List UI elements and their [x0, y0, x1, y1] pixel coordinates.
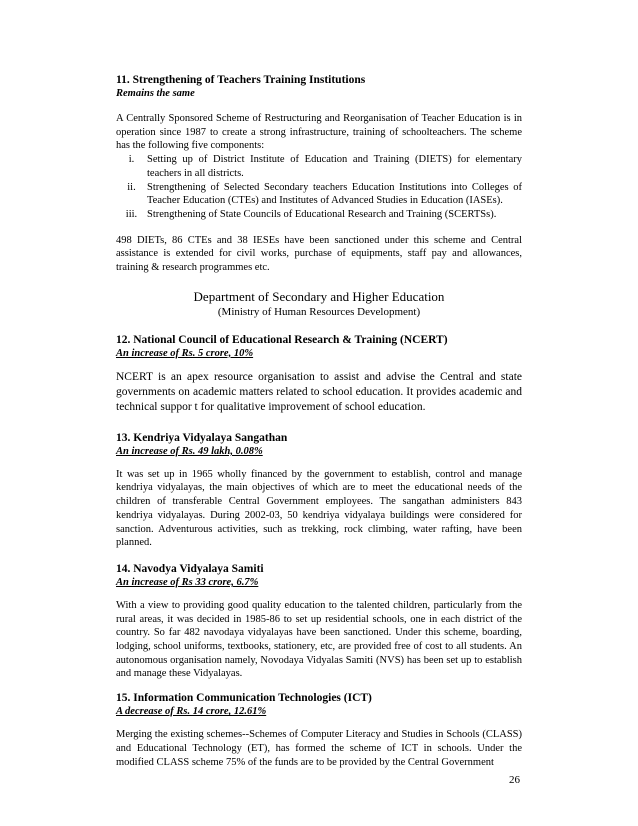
list-item	[116, 181, 522, 208]
ministry-subtitle: (Ministry of Human Resources Development)	[217, 305, 421, 318]
section-12-body: NCERT is an apex resource organisation to assist and advise the Central and state governments on academic matters related to school education. It provides academic and technical suppor t for qualitative improvement of school education.	[116, 370, 522, 413]
section-13	[116, 431, 522, 550]
section-14	[116, 562, 522, 681]
section-12	[116, 333, 522, 415]
list-item-number: i.	[128, 154, 135, 166]
list-item	[116, 208, 522, 222]
list-item-text: Setting up of District Institute of Education and Training (DIETS) for elementary teachers in all districts.	[147, 154, 522, 179]
section-15-body: Merging the existing schemes--Schemes of Computer Literacy and Studies in Schools (CLASS) and Educational Technology (ET), has formed the scheme of ICT in schools. Under the modified CLASS scheme 75% of the funds are to be provided by the Central Government	[116, 729, 522, 768]
section-11-subheading: Remains the same	[116, 88, 195, 99]
section-13-subheading: An increase of Rs. 49 lakh, 0.08%	[116, 445, 263, 457]
section-14-subheading: An increase of Rs 33 crore, 6.7%	[116, 576, 259, 588]
section-11-heading: 11. Strengthening of Teachers Training Institutions	[116, 74, 366, 86]
section-12-subheading: An increase of Rs. 5 crore, 10%	[116, 347, 254, 359]
list-item-text: Strengthening of State Councils of Educational Research and Training (SCERTSs).	[147, 208, 497, 220]
section-15-heading: 15. Information Communication Technologies (ICT)	[116, 692, 372, 705]
list-item-number: iii.	[125, 208, 138, 220]
list-item-number: ii.	[127, 181, 136, 193]
section-13-heading: 13. Kendriya Vidyalaya Sangathan	[116, 431, 288, 444]
section-13-body: It was set up in 1965 wholly financed by the government to establish, control and manage kendriya vidyalayas, the main objectives of which are to meet the educational needs of the children of transferable Central Government employees. The sangathan administers 843 kendriya vidyalayas. During 2002-03, 50 kendriya vidyalaya buildings were considered for sanction. Adventurous activities, such as trekking, rock climbing, water rafting, have been planned.	[116, 468, 522, 549]
section-11	[116, 73, 522, 275]
section-14-body: With a view to providing good quality education to the talented children, particularly from the rural areas, it was decided in 1985-86 to set up residential schools, one in each district of the country. So far 482 navodaya vidyalayas have been sanctioned. Under this scheme, boarding, lodging, school uniforms, textbooks, stationery, etc, are provided free of cost to all students. An autonomous organisation namely, Novodaya Vidyalas Samiti (NVS) has been set up to establish and manage these Vidyalayas.	[116, 599, 522, 680]
section-15-subheading: A decrease of Rs. 14 crore, 12.61%	[116, 706, 267, 718]
section-11-intro: A Centrally Sponsored Scheme of Restructuring and Reorganisation of Teacher Education is in operation since 1987 to create a strong infrastructure, training of schoolteachers. The scheme has the following five components:	[116, 113, 522, 152]
components-list	[116, 153, 522, 222]
page-content	[116, 73, 522, 769]
section-11-closing: 498 DIETs, 86 CTEs and 38 IESEs have been sanctioned under this scheme and Central assistance is extended for civil works, purchase of equipments, staff pay and allowances, training & research programmes etc.	[116, 234, 522, 274]
list-item	[116, 153, 522, 180]
section-12-heading: 12. National Council of Educational Research & Training (NCERT)	[116, 333, 448, 346]
section-15	[116, 691, 522, 769]
section-14-heading: 14. Navodya Vidyalaya Samiti	[116, 562, 264, 575]
department-title: Department of Secondary and Higher Education	[193, 288, 445, 304]
list-item-text: Strengthening of Selected Secondary teachers Education Institutions into Colleges of Teacher Education (CTEs) and Institutes of Advanced Studies in Education (IASEs).	[147, 181, 522, 207]
page-number: 26	[509, 774, 520, 786]
